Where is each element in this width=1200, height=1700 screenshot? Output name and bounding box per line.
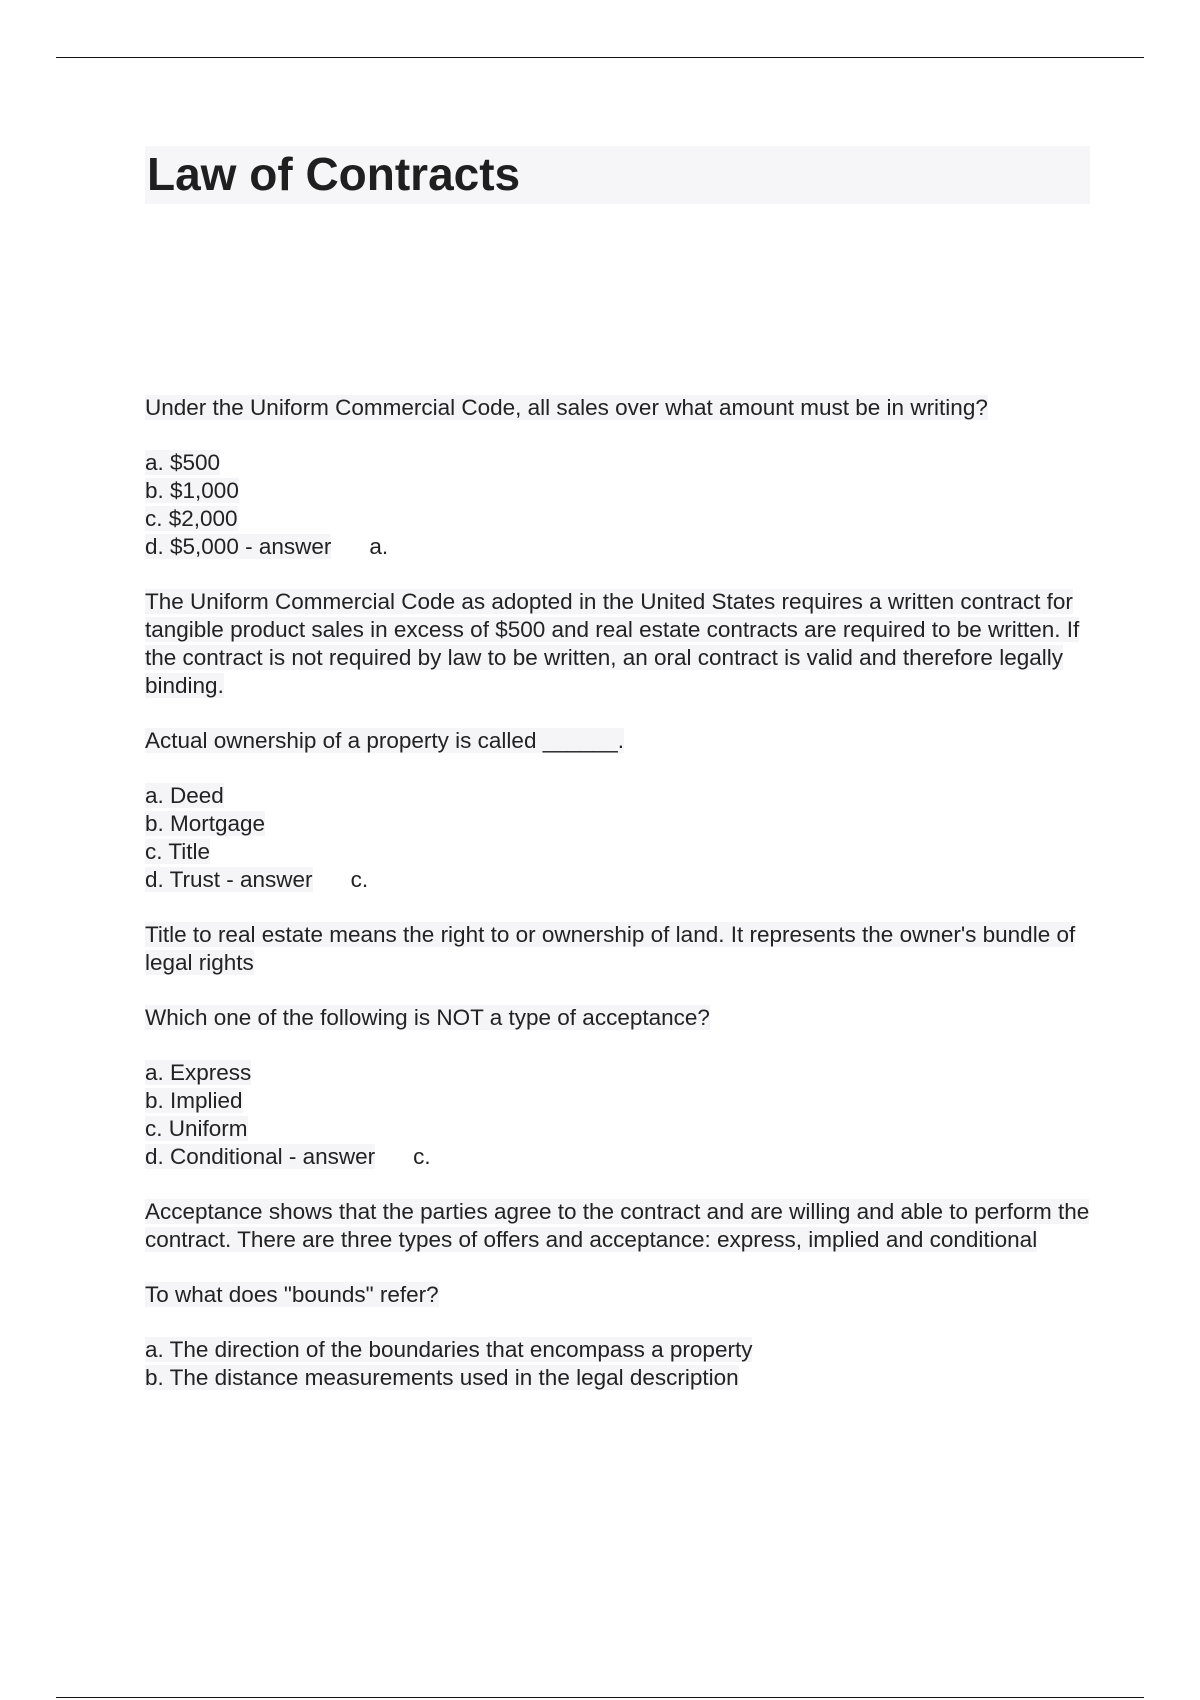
options-list	[145, 1336, 1090, 1392]
option-item: b. The distance measurements used in the legal description	[145, 1365, 739, 1390]
page-content	[145, 146, 1090, 1390]
answer-explanation: Title to real estate means the right to or ownership of land. It represents the owner's bundle of legal rights	[145, 922, 1076, 975]
question-text: To what does "bounds" refer?	[145, 1282, 439, 1307]
options-list	[145, 449, 1090, 561]
page-title: Law of Contracts	[145, 146, 1090, 204]
option-item: b. Mortgage	[145, 811, 266, 836]
question-text: Under the Uniform Commercial Code, all sales over what amount must be in writing?	[145, 395, 988, 420]
option-item: b. Implied	[145, 1088, 243, 1113]
answer-explanation: Acceptance shows that the parties agree to the contract and are willing and able to perform the contract. There are three types of offers and acceptance: express, implied and conditional	[145, 1199, 1090, 1252]
answer-key: c.	[350, 867, 369, 892]
option-item: a. $500	[145, 450, 221, 475]
option-item: d. Trust - answer c.	[145, 867, 369, 892]
option-item: c. Title	[145, 839, 211, 864]
answer-key: a.	[369, 534, 389, 559]
option-item: d. Conditional - answer c.	[145, 1144, 431, 1169]
question-text: Actual ownership of a property is called ______.	[145, 728, 625, 753]
options-list	[145, 1059, 1090, 1171]
bottom-rule	[56, 1697, 1144, 1698]
answer-explanation: The Uniform Commercial Code as adopted in the United States requires a written contract for tangible product sales in excess of $500 and real estate contracts are required to be written. If the contract is not required by law to be written, an oral contract is valid and therefore legally binding.	[145, 589, 1080, 698]
option-item: a. Express	[145, 1060, 252, 1085]
question-text: Which one of the following is NOT a type of acceptance?	[145, 1005, 710, 1030]
option-item: d. $5,000 - answer a.	[145, 534, 389, 559]
option-item: a. Deed	[145, 783, 224, 808]
option-item: c. Uniform	[145, 1116, 248, 1141]
top-rule	[56, 57, 1144, 58]
answer-key: c.	[413, 1144, 431, 1169]
options-list	[145, 782, 1090, 894]
option-item: c. $2,000	[145, 506, 238, 531]
qa-list	[145, 394, 1090, 1419]
option-item: a. The direction of the boundaries that encompass a property	[145, 1337, 753, 1362]
option-item: b. $1,000	[145, 478, 239, 503]
